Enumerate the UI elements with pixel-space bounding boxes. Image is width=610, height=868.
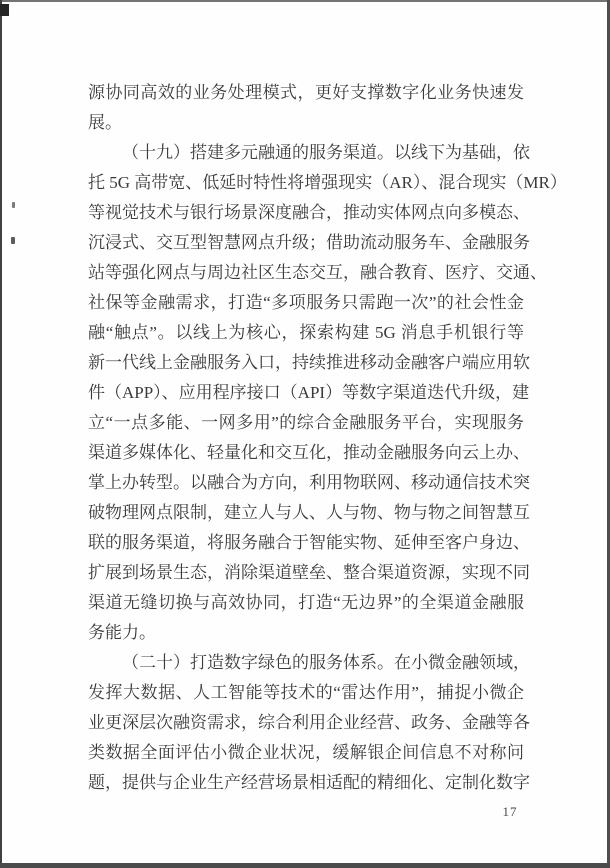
text-line: 渠道无缝切换与高效协同，打造“无边界”的全渠道金融服 [88,593,524,612]
top-edge-line [0,0,610,2]
text-line: 源协同高效的业务处理模式，更好支撑数字化业务快速发 [88,83,524,102]
text-line: 站等强化网点与周边社区生态交互，融合教育、医疗、交通、 [88,263,547,282]
text-line: 发挥大数据、人工智能等技术的“雷达作用”，捕捉小微企 [88,683,524,702]
left-margin-speck-1 [12,202,15,208]
text-line: 业更深层次融资需求，综合利用企业经营、政务、金融等各 [88,713,530,732]
text-line: 等视觉技术与银行场景深度融合，推动实体网点向多模态、 [88,203,530,222]
top-left-corner-blotch [0,4,9,16]
text-line: 破物理网点限制，建立人与人、人与物、物与物之间智慧互 [88,503,530,522]
text-line: 社保等金融需求，打造“多项服务只需跑一次”的社会性金 [88,293,524,312]
text-line: 沉浸式、交互型智慧网点升级；借助流动服务车、金融服务 [88,233,530,252]
text-line: 类数据全面评估小微企业状况，缓解银企间信息不对称问 [88,743,524,762]
text-line: 扩展到场景生态，消除渠道壁垒、整合渠道资源，实现不同 [88,563,530,582]
text-line: （十九）搭建多元融通的服务渠道。以线下为基础，依 [122,143,530,162]
left-edge-line [0,0,2,868]
text-line: 联的服务渠道，将服务融合于智能实物、延伸至客户身边、 [88,533,530,552]
text-line: 务能力。 [88,623,156,642]
text-line: 立“一点多能、一网多用”的综合金融服务平台，实现服务 [88,413,524,432]
text-line: 掌上办转型。以融合为方向，利用物联网、移动通信技术突 [88,473,530,492]
text-line: （二十）打造数字绿色的服务体系。在小微金融领域， [122,653,530,672]
bottom-edge-band [0,863,610,868]
text-line: 融“触点”。以线上为核心，探索构建 5G 消息手机银行等 [88,323,524,342]
text-line: 题，提供与企业生产经营场景相适配的精细化、定制化数字 [88,773,530,792]
text-line: 新一代线上金融服务入口，持续推进移动金融客户端应用软 [88,353,530,372]
left-margin-speck-2 [11,237,15,244]
text-line: 渠道多媒体化、轻量化和交互化，推动金融服务向云上办、 [88,443,530,462]
text-line: 件（APP）、应用程序接口（API）等数字渠道迭代升级，建 [88,383,530,402]
text-line: 展。 [88,113,122,132]
text-line: 托 5G 高带宽、低延时特性将增强现实（AR）、混合现实（MR） [88,173,567,192]
page-number: 17 [502,804,518,819]
text-block [88,78,567,798]
